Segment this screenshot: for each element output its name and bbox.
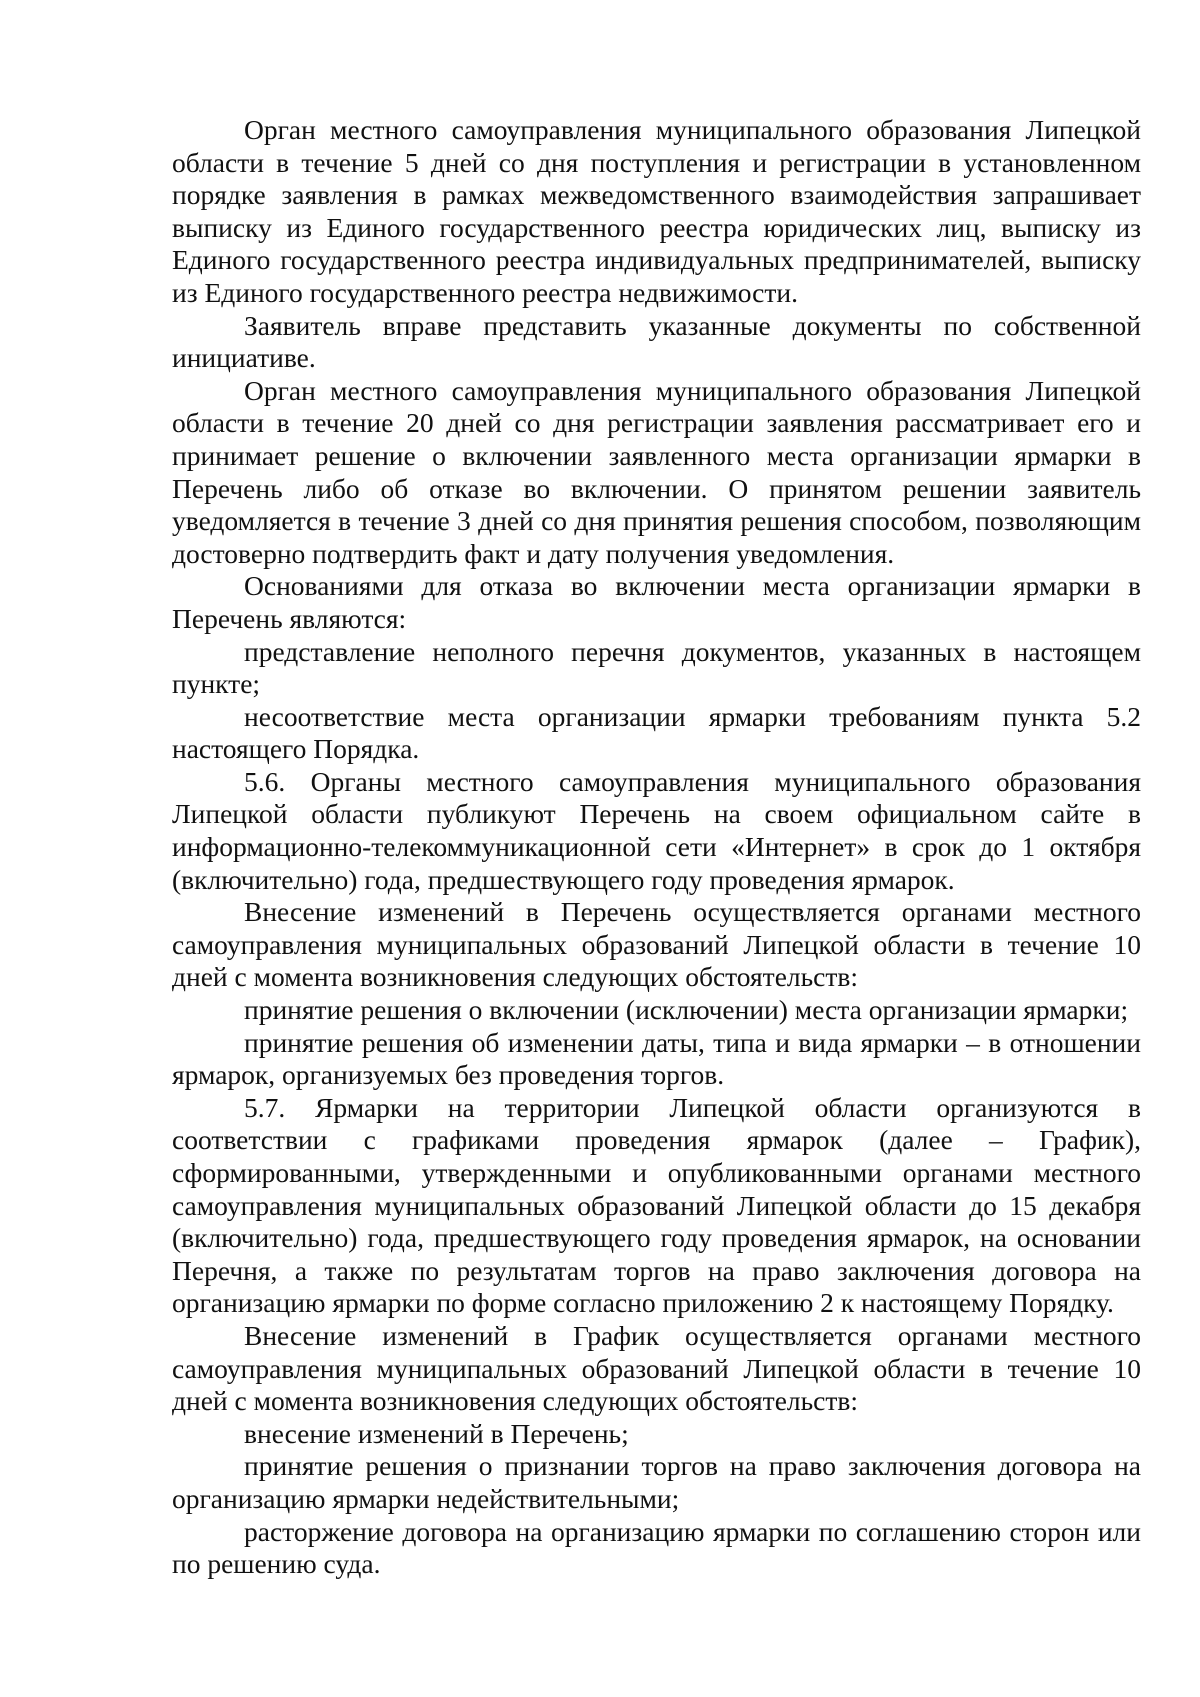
paragraph-9: принятие решения о включении (исключении) места организации ярмарки; xyxy=(244,994,1129,1026)
paragraph-2: Заявитель вправе представить указанные документы по собственной инициативе. xyxy=(172,309,1141,374)
paragraph-1: Орган местного самоуправления муниципального образования Липецкой области в течение 5 дней со дня поступления и регистрации в установленном порядке заявления в рамках межведомственного взаимодействия запрашивает выписку из Единого государственного реестра юридических лиц, выписку из Единого государственного реестра индивидуальных предпринимателей, выписку из Единого государственного реестра недвижимости. xyxy=(172,114,1141,308)
paragraph-11: 5.7. Ярмарки на территории Липецкой области организуются в соответствии с графиками проведения ярмарок (далее – График), сформированными, утвержденными и опубликованными органами местного самоуправления муниципальных образований Липецкой области до 15 декабря (включительно) года, предшествующего году проведения ярмарок, на основании Перечня, а также по результатам торгов на право заключения договора на организацию ярмарки по форме согласно приложению 2 к настоящему Порядку. xyxy=(172,1091,1141,1319)
paragraph-6: несоответствие места организации ярмарки требованиям пункта 5.2 настоящего Порядка. xyxy=(172,700,1141,765)
paragraph-10: принятие решения об изменении даты, типа и вида ярмарки – в отношении ярмарок, организуемых без проведения торгов. xyxy=(172,1026,1141,1091)
paragraph-8: Внесение изменений в Перечень осуществляется органами местного самоуправления муниципальных образований Липецкой области в течение 10 дней с момента возникновения следующих обстоятельств: xyxy=(172,896,1141,993)
paragraph-12: Внесение изменений в График осуществляется органами местного самоуправления муниципальных образований Липецкой области в течение 10 дней с момента возникновения следующих обстоятельств: xyxy=(172,1319,1141,1417)
paragraph-4: Основаниями для отказа во включении места организации ярмарки в Перечень являются: xyxy=(172,570,1141,634)
paragraph-5: представление неполного перечня документов, указанных в настоящем пункте; xyxy=(172,635,1141,700)
paragraph-7: 5.6. Органы местного самоуправления муниципального образования Липецкой области публикуют Перечень на своем официальном сайте в информационно-телекоммуникационной сети «Интернет» в срок до 1 октября (включительно) года, предшествующего году проведения ярмарок. xyxy=(172,765,1141,895)
paragraph-14: принятие решения о признании торгов на право заключения договора на организацию ярмарки недействительными; xyxy=(172,1450,1141,1514)
paragraph-13: внесение изменений в Перечень; xyxy=(244,1417,629,1449)
paragraph-15: расторжение договора на организацию ярмарки по соглашению сторон или по решению суда. xyxy=(172,1515,1141,1580)
document-body xyxy=(172,114,1141,1581)
paragraph-3: Орган местного самоуправления муниципального образования Липецкой области в течение 20 дней со дня регистрации заявления рассматривает его и принимает решение о включении заявленного места организации ярмарки в Перечень либо об отказе во включении. О принятом решении заявитель уведомляется в течение 3 дней со дня принятия решения способом, позволяющим достоверно подтвердить факт и дату получения уведомления. xyxy=(172,374,1141,569)
